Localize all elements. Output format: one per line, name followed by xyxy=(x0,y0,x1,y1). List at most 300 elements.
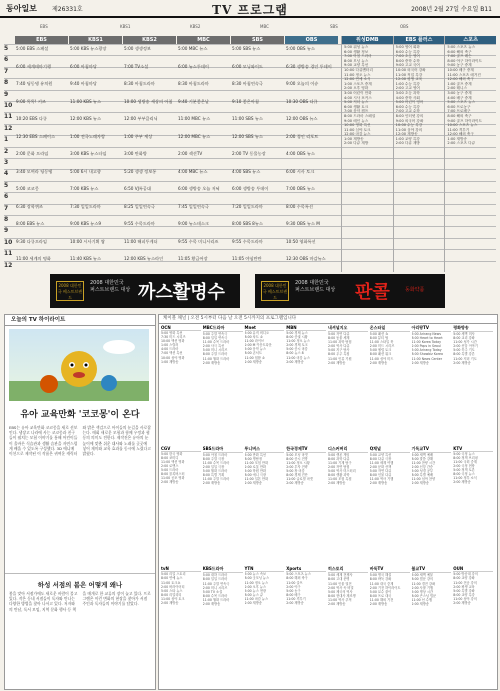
cable-program-line: 11:00 모험 특집 xyxy=(328,477,352,482)
hour-label: 8 xyxy=(4,79,9,87)
cable-program-list xyxy=(370,332,410,365)
channel-column xyxy=(231,36,284,272)
cable-program-line: 8:00 뉴스 큐 xyxy=(244,592,263,597)
program-line: 10:00 영화 특선 xyxy=(344,123,371,128)
cable-program-line: 2:00 평생 교육 xyxy=(453,584,475,589)
cable-program-line: 8:00 증시 전망 xyxy=(286,456,308,461)
cable-program-list xyxy=(412,573,452,606)
cable-program-list xyxy=(161,331,201,364)
cable-program-line: 5:00 생존 게임 xyxy=(328,452,350,457)
cable-program-line: 5:00 패션 쇼 xyxy=(369,332,389,336)
program-line: 10:00 다큐멘터리 xyxy=(344,67,373,72)
cable-channel-box xyxy=(286,325,326,443)
cable-channel-box xyxy=(412,446,452,564)
cable-program-line: 2:00 재방송 xyxy=(202,481,221,486)
cable-channel-box xyxy=(412,566,452,684)
legend-item: SBS xyxy=(330,24,338,29)
cable-program-line: 10:00 액션 영화 xyxy=(161,339,185,344)
program-line: 2:00 스포츠 다큐 xyxy=(447,141,476,146)
cable-program-line: 11:00 심야 토크 xyxy=(161,596,185,601)
program-line: 10:00 외국어 강좌 xyxy=(395,67,426,72)
cable-program-line: 2:00 미드 시리즈 xyxy=(369,344,395,349)
program-line: 7:00 프로배구 xyxy=(447,109,471,114)
program-line: 4:00 배구 중계 xyxy=(447,95,472,100)
program-entry: 8:00 SBS 8뉴스 xyxy=(232,221,263,227)
program-line: 3:00 어린이 만화 xyxy=(344,90,372,95)
cable-program-line: 5:00 세계 전쟁사 xyxy=(328,573,353,578)
program-line: 12:00 평생 교육 xyxy=(395,77,423,82)
cable-program-line: 8:00 큰스님 법문 xyxy=(411,593,437,598)
cable-program-line: 5:00 만화 특선 xyxy=(244,452,267,457)
cable-channel-name: MBC드라마 xyxy=(203,325,243,332)
feature-photo xyxy=(9,329,149,401)
cable-program-line: 5:00 명국 해설 xyxy=(369,573,392,578)
program-entry: 8:00 EBS 뉴스 xyxy=(16,221,45,227)
program-entry: 5:00 SBS 뉴스 xyxy=(232,46,261,51)
cable-program-line: 8:00 애니 극장 xyxy=(244,473,267,478)
cable-program-line: 2:00 재방송 xyxy=(453,360,471,365)
hour-label: 9 xyxy=(4,90,9,98)
extra-channel-column xyxy=(393,36,445,272)
program-entry: 4:00 SBS 뉴스 xyxy=(232,168,261,174)
program-line: 9:00 골프 하이라이트 xyxy=(447,118,482,123)
channel-column xyxy=(123,36,176,272)
hour-label: 6 xyxy=(4,193,9,201)
program-entry: 7:30 일일드라마 xyxy=(70,203,101,209)
program-list xyxy=(342,44,393,272)
cable-program-line: 8:00 뉴스 8 xyxy=(286,351,304,356)
cable-program-line: 5:00 장 마감 xyxy=(286,469,305,474)
cable-channel-box xyxy=(453,325,493,443)
cable-program-list xyxy=(412,332,452,365)
cable-program-line: 11:00 라이브 xyxy=(244,339,264,344)
cable-program-line: 11:00 선 수행 xyxy=(411,597,432,602)
cable-program-line: 11:00 주말 연속극 xyxy=(202,581,230,586)
cable-channel-name: MBN xyxy=(286,325,326,331)
cable-program-line: 11:00 대국 중계 xyxy=(369,581,394,586)
cable-program-line: 11:00 글로벌 마켓 xyxy=(286,477,313,482)
cable-channel-box xyxy=(245,566,285,684)
program-entry: 5:00 6시 내고향 xyxy=(70,168,101,174)
program-line: 9:00 메인 뉴스 xyxy=(344,118,369,123)
program-line: 6:00 생활 토크 xyxy=(344,104,369,109)
cable-channel-name: OCN xyxy=(161,325,201,331)
channel-name: 위성DMB xyxy=(342,36,393,44)
cable-channel-name: tvN xyxy=(161,566,201,572)
hour-label: 2 xyxy=(4,147,9,155)
cable-program-line: 2:00 재방송 xyxy=(286,481,304,486)
cable-program-line: 5:00 학원 만화 xyxy=(244,469,267,474)
cable-program-line: 11:00 전공 강의 xyxy=(453,580,477,585)
cable-program-line: 2:00 문화 산책 xyxy=(369,464,392,469)
program-line: 7:00 고교 수학 xyxy=(395,109,420,114)
hour-label: 6 xyxy=(4,56,9,64)
program-entry: 12:30 OBS 마감뉴스 xyxy=(286,256,326,262)
program-entry: 4:00 MBC 뉴스 xyxy=(178,168,208,174)
program-entry: 10:20 EBS 다큐 xyxy=(16,116,47,122)
cable-program-line: 2:00 일일 극장 xyxy=(202,464,225,469)
cable-program-line: 8:00 특별 예배 xyxy=(411,473,434,478)
cable-program-line: 2:00 야구 xyxy=(286,584,301,589)
cable-program-line: 8:00 동물 세계 xyxy=(328,336,350,341)
cable-channel-name: OUN xyxy=(453,566,493,572)
program-line: 6:00 수능 특강 xyxy=(395,104,420,109)
hour-column xyxy=(4,36,14,272)
program-entry: 8:00 수목특선 xyxy=(286,203,313,209)
cable-program-line: 11:00 수목 드라마 xyxy=(202,460,230,465)
cable-program-list xyxy=(245,331,285,364)
cable-program-line: 8:00 뷰티 팁 xyxy=(369,336,389,341)
cable-program-line: 2:00 재방송 xyxy=(369,601,388,606)
program-line: 12:00 해외 축구 xyxy=(447,77,474,82)
cable-program-line: 2:00 로봇 만화 xyxy=(244,464,267,469)
cable-program-line: 11:00 경전 강좌 xyxy=(411,581,436,586)
program-line: 11:00 정오 뉴스 xyxy=(344,72,371,77)
cable-program-line: 5:00 스포츠 뉴스 xyxy=(286,572,311,577)
cable-program-line: 5:00 증시 마감 xyxy=(286,347,308,352)
program-line: 1:00 교양 특강 xyxy=(395,136,420,141)
cable-program-line: 5:00 TV 소설 xyxy=(202,589,223,594)
cable-channel-box xyxy=(453,566,493,684)
program-list xyxy=(445,44,496,272)
cable-program-list xyxy=(203,332,243,365)
program-entry: 11:05 황금어장 xyxy=(178,256,208,262)
program-line: 7:00 초등 영어 xyxy=(395,54,420,59)
ad-product-name: 까스활명수 xyxy=(138,282,225,303)
hour-label: 4 xyxy=(4,170,9,178)
program-line: 1:00 재방송 xyxy=(447,136,467,141)
program-line: 8:00 해외 축구 xyxy=(447,113,472,118)
program-line: 9:00 농구 중계 xyxy=(447,63,472,68)
program-entry: 9:55 수목드라마 xyxy=(124,221,155,227)
cable-channel-name: YTN xyxy=(245,566,285,572)
program-entry: 12:00 SBS 뉴스 xyxy=(232,133,263,139)
cable-program-line: 5:00 뉴스 속보 xyxy=(244,572,267,577)
program-line: 6:00 수능 특강 xyxy=(395,49,420,54)
program-entry: 6:00 아침마당 xyxy=(70,63,97,69)
program-entry: 2:00 경인 리포트 xyxy=(286,133,319,139)
cable-program-line: 8:00 리얼리티 xyxy=(161,592,182,597)
cable-program-line: 8:00 다큐 극장 xyxy=(369,456,392,461)
cable-program-line: 2:00 버라이어티 xyxy=(161,584,185,589)
cable-program-line: 5:00 방송대 강의 xyxy=(453,572,478,577)
program-line: 3:00 농구 중계 xyxy=(447,90,472,95)
program-line: 12:00 마감 뉴스 xyxy=(344,132,371,137)
cable-channel-box xyxy=(203,446,243,564)
program-entry: 7:20 일일드라마 xyxy=(232,203,263,209)
cable-program-line: 5:00 셀럽 토크 xyxy=(369,348,392,353)
program-line: 9:00 고교 국어 xyxy=(395,63,420,68)
cable-program-line: 11:00 공포 영화 xyxy=(161,476,185,481)
cable-program-line: 2:00 자연 탐험 xyxy=(328,464,350,469)
program-entry: 11:00 세계의 명화 xyxy=(16,256,51,262)
cable-program-line: 8:00 생활 과학 xyxy=(328,473,350,478)
cable-program-line: 5:00 월화 드라마 xyxy=(202,469,228,474)
cable-program-line: 2:00 국정 현장 xyxy=(453,463,475,468)
cable-channel-name: 기독교TV xyxy=(412,446,452,453)
cable-program-line: 11:00 정오 시황 xyxy=(286,460,310,465)
cable-program-line: 5:00 지구 탐사 xyxy=(328,348,350,353)
cable-channel-box xyxy=(328,446,368,564)
hour-label: 9 xyxy=(4,227,9,235)
program-line: 12:00 해외 축구 xyxy=(447,132,474,137)
program-entry: 6:30 장학퀴즈 xyxy=(16,203,43,209)
channel-name: 스포츠 xyxy=(445,36,496,44)
ad-small-text: 2008 대한민국 퍼스트브랜드 대상 xyxy=(90,280,131,293)
program-entry: 9:00 뉴스데스크 xyxy=(178,221,209,227)
cable-program-line: 11:00 심야 찬양 xyxy=(411,477,436,482)
cable-program-line: 5:00 모닝 마켓 xyxy=(286,452,308,457)
cable-program-line: 5:00 묵주 기도 xyxy=(453,348,475,353)
cable-program-list xyxy=(286,453,326,486)
cable-program-line: 2:00 재방송 xyxy=(244,600,262,605)
cable-program-line: 5:00 교양 특선 xyxy=(369,452,392,457)
cable-program-line: 11:00 과학 탐험 xyxy=(328,340,352,345)
hour-label: 3 xyxy=(4,159,9,166)
cable-program-line: 8:00 차트 쇼 xyxy=(244,335,263,340)
cable-program-list xyxy=(328,332,368,365)
legend-item: OBS xyxy=(400,24,409,29)
program-entry: 5:00 EBS 스페셜 xyxy=(16,46,49,51)
program-line: 12:00 재방송 xyxy=(395,132,418,137)
cable-channel-name: 디스커버리 xyxy=(328,446,368,453)
program-entry: 5:00 코코몽 xyxy=(16,186,39,192)
cable-program-line: 8:00 바둑 강좌 xyxy=(369,577,392,582)
program-entry: 6:00 시사 토크 xyxy=(286,168,315,174)
cable-program-line: 5:00 새벽 예배 xyxy=(411,452,434,457)
program-line: 10:00 스포츠 뉴스 xyxy=(447,123,478,128)
cable-channel-box xyxy=(245,325,285,443)
cable-channel-name: SBS드라마 xyxy=(203,446,243,453)
program-line: 5:00 어린이 영어 xyxy=(395,100,424,105)
program-line: 8:00 드라마 스페셜 xyxy=(344,113,376,118)
cable-program-list xyxy=(370,573,410,606)
program-line: 12:00 연예 소식 xyxy=(344,77,371,82)
cable-program-line: 8:00 콘서트 xyxy=(244,351,262,356)
cable-program-line: 2:00 재방송 xyxy=(328,601,346,606)
cable-program-line: 11:00 역사 추적 xyxy=(328,597,352,602)
program-line: 6:00 프로농구 xyxy=(447,104,471,109)
cable-program-list xyxy=(370,453,410,486)
program-entry: 1:00 전국노래자랑 xyxy=(70,133,106,139)
cable-channel-name: KTV xyxy=(453,446,493,452)
cable-program-line: 11:00 격투기 xyxy=(286,596,306,601)
program-entry: 9:30 다큐프라임 xyxy=(16,238,47,244)
program-entry: 10:30 OBS 다큐 xyxy=(286,98,318,104)
cable-channel-box xyxy=(328,566,368,684)
cable-program-line: 5:00 명상 시간 xyxy=(411,589,434,594)
cable-program-list xyxy=(453,572,493,605)
cable-program-line: 5:00 제국의 역사 xyxy=(328,589,353,594)
cable-program-line: 11:00 해외 기전 xyxy=(369,597,394,602)
cable-program-line: 2:00 재방송 xyxy=(411,601,429,606)
channel-name: MBC xyxy=(177,36,230,44)
program-entry: 7:00 TV소설 xyxy=(124,63,149,69)
cable-program-line: 11:00 마감 뉴스 xyxy=(244,596,269,601)
program-entry: 6:00 생방송 투데이 xyxy=(232,186,269,192)
cable-program-line: 11:00 모험 만화 xyxy=(244,460,269,465)
program-entry: 9:10 좋은아침 xyxy=(232,98,259,104)
cable-program-line: 2:00 Pops in Seoul xyxy=(411,344,441,349)
cable-program-list xyxy=(286,331,326,364)
cable-program-line: 8:00 해외 축구 xyxy=(286,576,308,581)
channel-name: KBS1 xyxy=(69,36,122,44)
cable-channel-box xyxy=(328,325,368,443)
program-entry: 7:45 일일연속극 xyxy=(178,203,209,209)
cable-program-line: 2:00 오후 뉴스 xyxy=(244,584,267,589)
program-entry: 11:00 KBS 뉴스 xyxy=(70,98,102,104)
cable-program-line: 8:00 주말 극장 xyxy=(202,456,225,461)
program-line: 3:00 초등 과학 xyxy=(395,90,420,95)
cable-program-line: 2:00 경제 토크 xyxy=(286,343,308,348)
cable-program-line: 2:00 재방송 xyxy=(369,360,388,365)
cable-program-list xyxy=(453,452,493,485)
cable-program-line: 5:00 Arirang News xyxy=(411,332,441,336)
cable-program-line: 11:00 액션 영화 xyxy=(161,459,185,464)
program-entry: 5:00 KBS 뉴스광장 xyxy=(70,46,107,51)
cable-channel-name: 한국경제TV xyxy=(286,446,326,453)
cable-program-line: 7:30 미드 시리즈 xyxy=(161,335,186,340)
cable-channel-name: 바둑TV xyxy=(370,566,410,573)
cable-program-line: 10:00 심야 영화 xyxy=(161,355,185,360)
cable-program-line: 11:00 월화 드라마 xyxy=(202,597,230,602)
program-entry: 11:00 해피투게더 xyxy=(124,238,158,244)
cable-program-line: 5:00 국정 뉴스 xyxy=(453,451,475,456)
program-entry: 9:00 오늘의 이슈 xyxy=(286,81,319,87)
program-entry: 5:00 생생정보 xyxy=(124,46,151,51)
program-line: 2:00 고교 영어 xyxy=(395,86,420,91)
program-line: 2:00 오후 영화 xyxy=(344,86,369,91)
cable-program-line: 11:00 저녁 기도 xyxy=(453,356,477,361)
cable-program-line: 2:00 M 카운트다운 xyxy=(244,343,272,348)
cable-program-line: 8:00 현대사 재조명 xyxy=(328,593,356,598)
channel-name: EBS 플러스 xyxy=(394,36,445,44)
program-line: 1:00 스포츠 중계 xyxy=(344,81,372,86)
ad-product-name: 판콜 xyxy=(355,282,390,303)
cable-program-line: 11:00 심야 미드 xyxy=(369,356,394,361)
cable-program-line: 11:00 정오 뉴스 xyxy=(286,339,310,344)
program-entry: 2:00 TV 동물농장 xyxy=(232,151,266,157)
dateline: 2008년 2월 27일 수요일 B11 xyxy=(411,6,492,13)
cable-program-line: 11:00 힙합 쇼 xyxy=(244,355,265,360)
cable-program-line: 2:00 역사 속 비밀 xyxy=(328,585,354,590)
cable-program-line: 5:00 농구 xyxy=(286,588,301,593)
cable-program-line: 5:00 성경 공부 xyxy=(411,469,434,474)
program-list xyxy=(394,44,445,272)
cable-program-line: 2:00 재방송 xyxy=(202,360,221,365)
cable-program-line: 8:00 우주 특집 xyxy=(328,352,350,357)
program-line: 10:00 배구 중계 xyxy=(447,67,474,72)
cable-program-line: 5:00 스타 뉴스 xyxy=(161,588,183,593)
cable-program-line: 5:00 드라마 xyxy=(161,468,179,473)
program-entry: 7:40 딩동댕 유치원 xyxy=(16,81,53,87)
cable-program-line: 2:00 미니 시리즈 xyxy=(202,585,228,590)
program-entry: 2:00 문화 프라임 xyxy=(16,151,49,157)
cable-program-line: 8:00 연예 뉴스 xyxy=(161,576,183,581)
cable-program-line: 11:00 Korea Today xyxy=(411,340,441,345)
cable-program-line: 8:00 경제 진단 xyxy=(286,473,308,478)
channel-name: EBS xyxy=(15,36,68,44)
cable-program-line: 2:00 로맨스 xyxy=(161,463,179,468)
cable-program-line: 8:00 인물 다큐 xyxy=(369,473,392,478)
cable-program-line: 2:00 재방송 xyxy=(161,480,179,485)
highlight-feature xyxy=(4,314,156,690)
program-line: 7:00 아침 드라마 xyxy=(344,54,372,59)
cable-channel-box xyxy=(203,566,243,684)
cable-program-list xyxy=(328,573,368,606)
cable-program-line: 2:00 재방송 xyxy=(244,359,262,364)
cable-program-line: 2:00 사극 특선 xyxy=(202,344,225,349)
ad-small-text: 2008 대한민국 퍼스트브랜드 대상 xyxy=(295,280,336,293)
program-entry: 5:00 MBC 뉴스 xyxy=(178,46,208,51)
cable-program-line: 8:00 코미디 xyxy=(161,455,179,460)
program-entry: 6:00 모닝와이드 xyxy=(232,63,263,69)
legend-item: MBC xyxy=(260,24,269,29)
cable-program-line: 5:00 음악 뉴스 xyxy=(244,347,267,352)
cable-program-line: 4:00 드라마 xyxy=(161,347,179,352)
cable-channel-box xyxy=(286,446,326,564)
cable-program-line: 5:00 자연 다큐 xyxy=(369,469,392,474)
cable-program-line: 2:00 신앙 이야기 xyxy=(453,344,478,349)
cable-channel-name: Q채널 xyxy=(370,446,410,453)
cable-program-line: 8:00 Showbiz Korea xyxy=(411,352,443,357)
cable-program-line: 11:00 일본 만화 xyxy=(244,477,269,482)
program-entry: 10:00 시사기획 쌈 xyxy=(70,238,105,244)
cable-program-line: 11:00 토크쇼 xyxy=(161,580,181,585)
program-line: 2:00 다큐 재방 xyxy=(344,141,369,146)
program-entry: 6:00 뉴스투데이 xyxy=(178,63,209,69)
cable-channel-name: Xports xyxy=(286,566,326,572)
ad-maker: 동화약품 xyxy=(405,287,425,293)
cable-program-line: 11:00 수목 드라마 xyxy=(202,340,230,345)
program-entry: 9:30 OBS 뉴스 M xyxy=(286,221,320,227)
program-entry: 2:00 섹션TV xyxy=(178,151,203,157)
cable-program-line: 2:00 투자 전략 xyxy=(286,464,308,469)
cable-channel-name: 온스타일 xyxy=(370,325,410,332)
cable-program-line: 2:00 재방송 xyxy=(453,480,471,485)
program-entry: 7:00 KBS 뉴스 xyxy=(70,186,99,192)
program-entry: 7:00 OBS 뉴스 xyxy=(286,186,315,192)
cable-program-line: 1:00 스릴러 xyxy=(161,343,179,348)
page-title: TV 프로그램 xyxy=(212,3,288,17)
program-line: 7:00 골프 레슨 xyxy=(447,54,472,59)
brand-award-badge: 2008 대한민국 베스트브랜드 xyxy=(57,283,83,300)
cable-channel-name: Mnet xyxy=(245,325,285,331)
program-entry: 12:00 OBS 뉴스 xyxy=(286,116,318,122)
program-entry: 9:00 KBS 뉴스9 xyxy=(70,221,102,227)
cable-channel-name: 평화방송 xyxy=(453,325,493,332)
cable-channel-box xyxy=(453,446,493,564)
program-line: 5:00 영어 회화 xyxy=(395,45,420,49)
cable-program-line: 8:00 일일 드라마 xyxy=(202,577,228,582)
edition-number: 제26331호 xyxy=(52,6,83,13)
cable-channel-box xyxy=(286,566,326,684)
hour-label: 11 xyxy=(4,113,13,121)
cable-program-line: 5:00 새벽 미사 xyxy=(453,332,475,336)
cable-program-line: 8:00 패션 위크 xyxy=(369,352,392,357)
ad-banner-pancold xyxy=(255,274,445,308)
cable-program-line: 8:00 국정 뉴스 xyxy=(453,472,475,477)
cable-channel-box xyxy=(370,325,410,443)
cable-program-line: 5:00 정책 토론 xyxy=(453,468,475,473)
cable-program-line: 11:00 성가 시간 xyxy=(453,340,477,345)
program-entry: 12:00 부부클리닉 xyxy=(124,116,158,122)
cable-program-line: 8:00 특별 기획 xyxy=(202,473,225,478)
cable-program-line: 11:00 마감 뉴스 xyxy=(286,355,310,360)
program-entry: 12:00 MBC 뉴스 xyxy=(178,133,211,139)
cable-program-line: 11:00 국회 중계 xyxy=(453,459,477,464)
channel-name: OBS xyxy=(285,36,338,44)
